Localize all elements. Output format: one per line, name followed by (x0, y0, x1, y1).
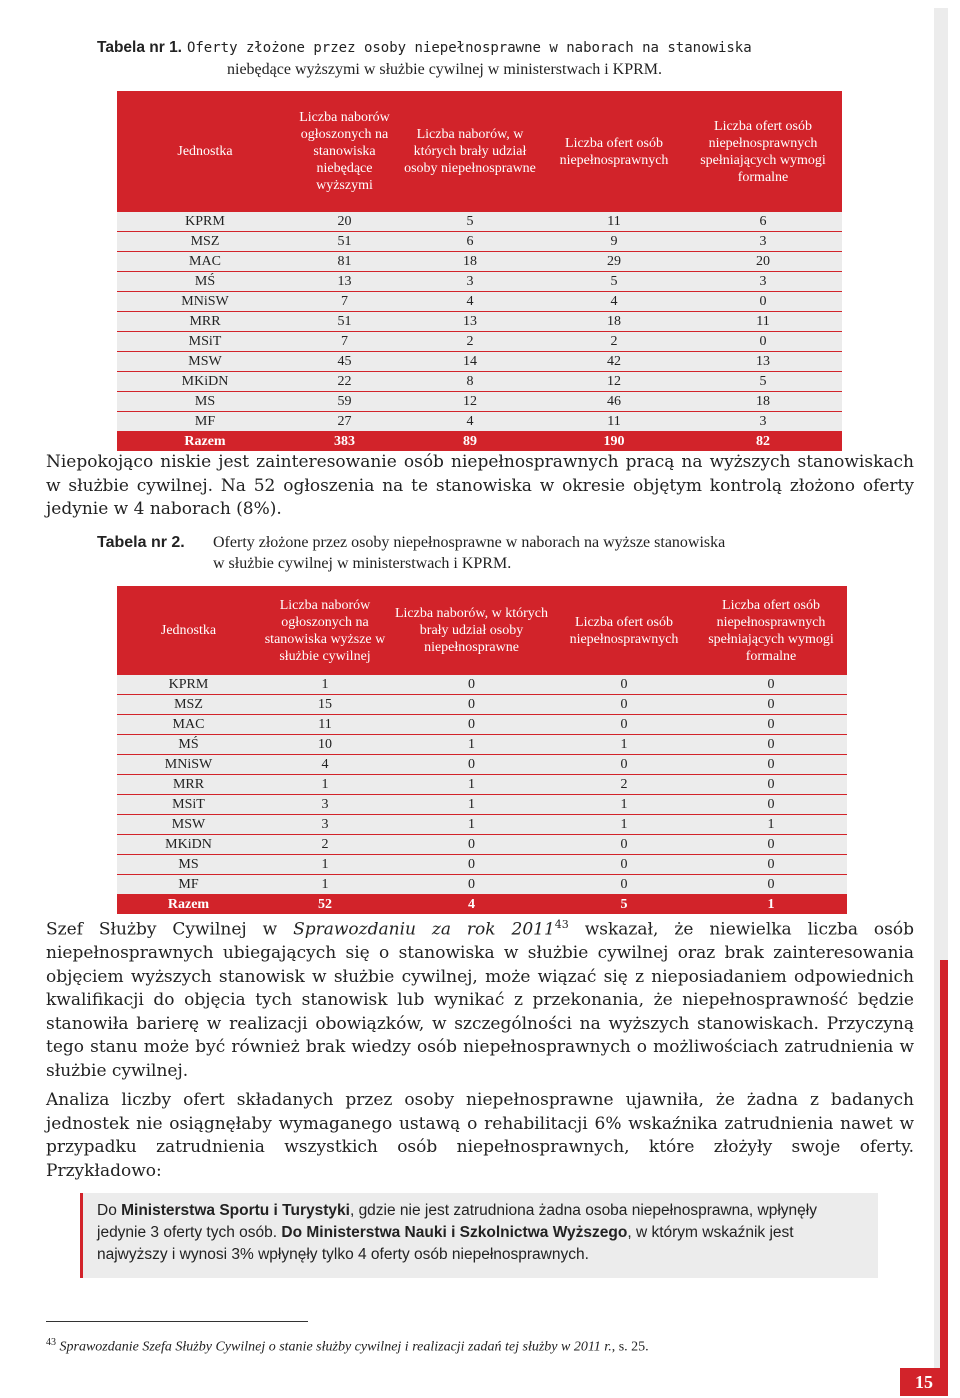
value-cell: 4 (396, 292, 544, 312)
value-cell: 0 (390, 855, 553, 875)
unit-cell: MF (117, 875, 260, 895)
box-text-2: , gdzie nie jest zatrudniona żadna osoba niepełnosprawna, wpłynęły jedynie 3 oferty tych osób. (97, 1202, 817, 1241)
table2-label: Tabela nr 2. (97, 534, 185, 551)
table-row (117, 292, 842, 312)
table2-header-cell: Liczba naborów, w których brały udział osoby niepełnosprawne (390, 586, 553, 675)
value-cell: 11 (684, 312, 842, 332)
unit-cell: MNiSW (117, 755, 260, 775)
value-cell: 0 (695, 695, 847, 715)
table-row (117, 855, 847, 875)
value-cell: 10 (260, 735, 390, 755)
value-cell: 8 (396, 372, 544, 392)
value-cell: 11 (544, 212, 684, 232)
value-cell: 20 (293, 212, 396, 232)
table2-header-row (117, 586, 847, 675)
paragraph-2-start: Szef Służby Cywilnej w (46, 919, 294, 940)
value-cell: 1 (553, 795, 695, 815)
table1-title-line2: niebędące wyższymi w służbie cywilnej w ministerstwach i KPRM. (227, 61, 663, 78)
value-cell: 0 (695, 675, 847, 695)
table2-header-cell: Liczba ofert osób niepełnosprawnych spełniających wymogi formalne (695, 586, 847, 675)
footnote-number: 43 (46, 1337, 56, 1348)
value-cell: 9 (544, 232, 684, 252)
table-row (117, 715, 847, 735)
footnote-divider (46, 1321, 308, 1322)
unit-cell: MS (117, 392, 293, 412)
unit-cell: MŚ (117, 272, 293, 292)
value-cell: 2 (396, 332, 544, 352)
value-cell: 18 (544, 312, 684, 332)
value-cell: 20 (684, 252, 842, 272)
unit-cell: MAC (117, 715, 260, 735)
total-value: 190 (544, 432, 684, 452)
total-row (117, 432, 842, 452)
value-cell: 4 (544, 292, 684, 312)
value-cell: 0 (695, 775, 847, 795)
value-cell: 29 (544, 252, 684, 272)
margin-accent (940, 960, 948, 1393)
total-value: 1 (695, 895, 847, 915)
table-row (117, 212, 842, 232)
table2-body (117, 675, 847, 914)
value-cell: 51 (293, 232, 396, 252)
value-cell: 14 (396, 352, 544, 372)
table2-caption (97, 532, 857, 574)
table1-caption (97, 37, 842, 80)
value-cell: 15 (260, 695, 390, 715)
value-cell: 51 (293, 312, 396, 332)
table1-label: Tabela nr 1. (97, 39, 182, 56)
value-cell: 5 (684, 372, 842, 392)
value-cell: 0 (684, 292, 842, 312)
table-row (117, 352, 842, 372)
table-row (117, 272, 842, 292)
total-value: 5 (553, 895, 695, 915)
value-cell: 22 (293, 372, 396, 392)
unit-cell: KPRM (117, 675, 260, 695)
table-row (117, 755, 847, 775)
total-value: 89 (396, 432, 544, 452)
value-cell: 0 (695, 795, 847, 815)
unit-cell: MSW (117, 815, 260, 835)
unit-cell: MS (117, 855, 260, 875)
unit-cell: MKiDN (117, 835, 260, 855)
value-cell: 6 (684, 212, 842, 232)
value-cell: 11 (544, 412, 684, 432)
value-cell: 0 (553, 715, 695, 735)
value-cell: 12 (544, 372, 684, 392)
table2-title-line2: w służbie cywilnej w ministerstwach i KPRM. (213, 555, 512, 572)
table1-title-line1: Oferty złożone przez osoby niepełnosprawne w naborach na stanowiska (186, 40, 752, 56)
unit-cell: MSW (117, 352, 293, 372)
value-cell: 0 (684, 332, 842, 352)
unit-cell: MSZ (117, 695, 260, 715)
value-cell: 0 (695, 755, 847, 775)
unit-cell: KPRM (117, 212, 293, 232)
table1-header-cell: Liczba naborów, w których brały udział osoby niepełnosprawne (396, 91, 544, 212)
total-value: 52 (260, 895, 390, 915)
box-text-1: Do (97, 1202, 122, 1219)
value-cell: 59 (293, 392, 396, 412)
paragraph-2 (46, 913, 914, 1083)
value-cell: 3 (260, 815, 390, 835)
total-value: 4 (390, 895, 553, 915)
table-row (117, 795, 847, 815)
table-row (117, 252, 842, 272)
unit-cell: MRR (117, 312, 293, 332)
value-cell: 1 (390, 735, 553, 755)
paragraph-3: Analiza liczby ofert składanych przez osoby niepełnosprawne ujawniła, że żadna z badanych jednostek nie osiągnęłaby wymaganego ustawą o rehabilitacji 6% wskaźnika zatrudnienia nawet w przypadku zatrudnienia wszystkich osób niepełnosprawnych, które złożyły swoje oferty. Przykładowo: (46, 1090, 914, 1181)
example-box (80, 1193, 878, 1278)
value-cell: 0 (390, 755, 553, 775)
value-cell: 3 (684, 272, 842, 292)
page-number: 15 (900, 1368, 948, 1396)
value-cell: 0 (390, 835, 553, 855)
value-cell: 0 (390, 875, 553, 895)
table-row (117, 775, 847, 795)
table2-title-line1: Oferty złożone przez osoby niepełnosprawne w naborach na wyższe stanowiska (213, 534, 726, 551)
value-cell: 1 (390, 815, 553, 835)
table-row (117, 332, 842, 352)
value-cell: 0 (390, 715, 553, 735)
value-cell: 3 (684, 232, 842, 252)
value-cell: 0 (553, 695, 695, 715)
unit-cell: MSiT (117, 332, 293, 352)
value-cell: 0 (695, 735, 847, 755)
value-cell: 1 (260, 675, 390, 695)
value-cell: 7 (293, 332, 396, 352)
value-cell: 0 (695, 715, 847, 735)
total-value: 82 (684, 432, 842, 452)
value-cell: 7 (293, 292, 396, 312)
paragraph-1: Niepokojąco niskie jest zainteresowanie osób niepełnosprawnych pracą na wyższych stanowiskach w służbie cywilnej. Na 52 ogłoszenia na te stanowiska w okresie objętym kontrolą złożono oferty jedynie w 4 naborach (8%). (46, 452, 914, 519)
paragraph-2-rest: wskazał, że niewielka liczba osób niepełnosprawnych ubiegających się o stanowiska w służbie cywilnej oraz brak zainteresowania objęciem wyższych stanowisk w służbie cywilnej, może wiązać się z nieposiadaniem odpowiednich kwalifikacji do objęcia tych stanowisk lub wynikać z przekonania, że niepełnosprawność będzie stanowiła barierę w realizacji obowiązków, w szczególności na wyższych stanowiskach. Przyczyną tego stanu może być również brak wiedzy osób niepełnosprawnych o możliwościach zatrudnienia w służbie cywilnej. (46, 919, 914, 1081)
value-cell: 81 (293, 252, 396, 272)
table-row (117, 735, 847, 755)
box-bold-2: Do Ministerstwa Nauki i Szkolnictwa Wyższego (281, 1224, 628, 1241)
table-row (117, 392, 842, 412)
total-row (117, 895, 847, 915)
table1-header-row (117, 91, 842, 212)
table-row (117, 875, 847, 895)
table1-header-cell: Liczba ofert osób niepełnosprawnych (544, 91, 684, 212)
value-cell: 46 (544, 392, 684, 412)
table-row (117, 695, 847, 715)
footnote-text: Sprawozdanie Szefa Służby Cywilnej o stanie służby cywilnej i realizacji zadań tej służby w 2011 r. (59, 1339, 612, 1355)
unit-cell: MAC (117, 252, 293, 272)
value-cell: 0 (553, 755, 695, 775)
value-cell: 1 (553, 735, 695, 755)
value-cell: 1 (390, 775, 553, 795)
value-cell: 1 (390, 795, 553, 815)
value-cell: 0 (390, 695, 553, 715)
table2-header-cell: Jednostka (117, 586, 260, 675)
value-cell: 12 (396, 392, 544, 412)
value-cell: 0 (553, 855, 695, 875)
unit-cell: MF (117, 412, 293, 432)
unit-cell: MŚ (117, 735, 260, 755)
value-cell: 0 (553, 835, 695, 855)
value-cell: 1 (553, 815, 695, 835)
table1-header-cell: Liczba naborów ogłoszonych na stanowiska niebędące wyższymi (293, 91, 396, 212)
value-cell: 18 (396, 252, 544, 272)
value-cell: 42 (544, 352, 684, 372)
unit-cell: MSZ (117, 232, 293, 252)
report-title: Sprawozdaniu za rok 2011 (293, 919, 555, 940)
unit-cell: MSiT (117, 795, 260, 815)
value-cell: 6 (396, 232, 544, 252)
value-cell: 3 (260, 795, 390, 815)
value-cell: 3 (396, 272, 544, 292)
table2-header-cell: Liczba ofert osób niepełnosprawnych (553, 586, 695, 675)
table1-body (117, 212, 842, 451)
total-label: Razem (117, 432, 293, 452)
table-row (117, 815, 847, 835)
value-cell: 2 (553, 775, 695, 795)
table1-header-cell: Jednostka (117, 91, 293, 212)
value-cell: 1 (260, 775, 390, 795)
value-cell: 0 (695, 835, 847, 855)
table-row (117, 232, 842, 252)
value-cell: 1 (260, 875, 390, 895)
table-row (117, 835, 847, 855)
unit-cell: MKiDN (117, 372, 293, 392)
footnote (46, 1337, 906, 1356)
value-cell: 0 (553, 875, 695, 895)
value-cell: 5 (544, 272, 684, 292)
box-bold-1: Ministerstwa Sportu i Turystyki (121, 1202, 350, 1219)
value-cell: 0 (390, 675, 553, 695)
table1 (117, 91, 842, 451)
value-cell: 3 (684, 412, 842, 432)
value-cell: 1 (260, 855, 390, 875)
value-cell: 45 (293, 352, 396, 372)
table-row (117, 372, 842, 392)
value-cell: 5 (396, 212, 544, 232)
table1-header-cell: Liczba ofert osób niepełnosprawnych spełniających wymogi formalne (684, 91, 842, 212)
value-cell: 13 (293, 272, 396, 292)
value-cell: 1 (695, 815, 847, 835)
value-cell: 13 (684, 352, 842, 372)
footnote-tail: , s. 25. (611, 1339, 649, 1355)
value-cell: 4 (260, 755, 390, 775)
value-cell: 0 (553, 675, 695, 695)
table2 (117, 586, 847, 914)
value-cell: 27 (293, 412, 396, 432)
value-cell: 4 (396, 412, 544, 432)
table-row (117, 675, 847, 695)
value-cell: 2 (260, 835, 390, 855)
footnote-ref[interactable]: 43 (554, 918, 569, 931)
value-cell: 2 (544, 332, 684, 352)
box-text-3: , w którym wskaźnik jest najwyższy i wynosi 3% wpłynęły tylko 4 oferty osób niepełnosprawnych. (97, 1224, 794, 1263)
value-cell: 0 (695, 855, 847, 875)
value-cell: 13 (396, 312, 544, 332)
table2-header-cell: Liczba naborów ogłoszonych na stanowiska wyższe w służbie cywilnej (260, 586, 390, 675)
table-row (117, 312, 842, 332)
value-cell: 11 (260, 715, 390, 735)
unit-cell: MNiSW (117, 292, 293, 312)
unit-cell: MRR (117, 775, 260, 795)
value-cell: 0 (695, 875, 847, 895)
total-value: 383 (293, 432, 396, 452)
table-row (117, 412, 842, 432)
value-cell: 18 (684, 392, 842, 412)
total-label: Razem (117, 895, 260, 915)
